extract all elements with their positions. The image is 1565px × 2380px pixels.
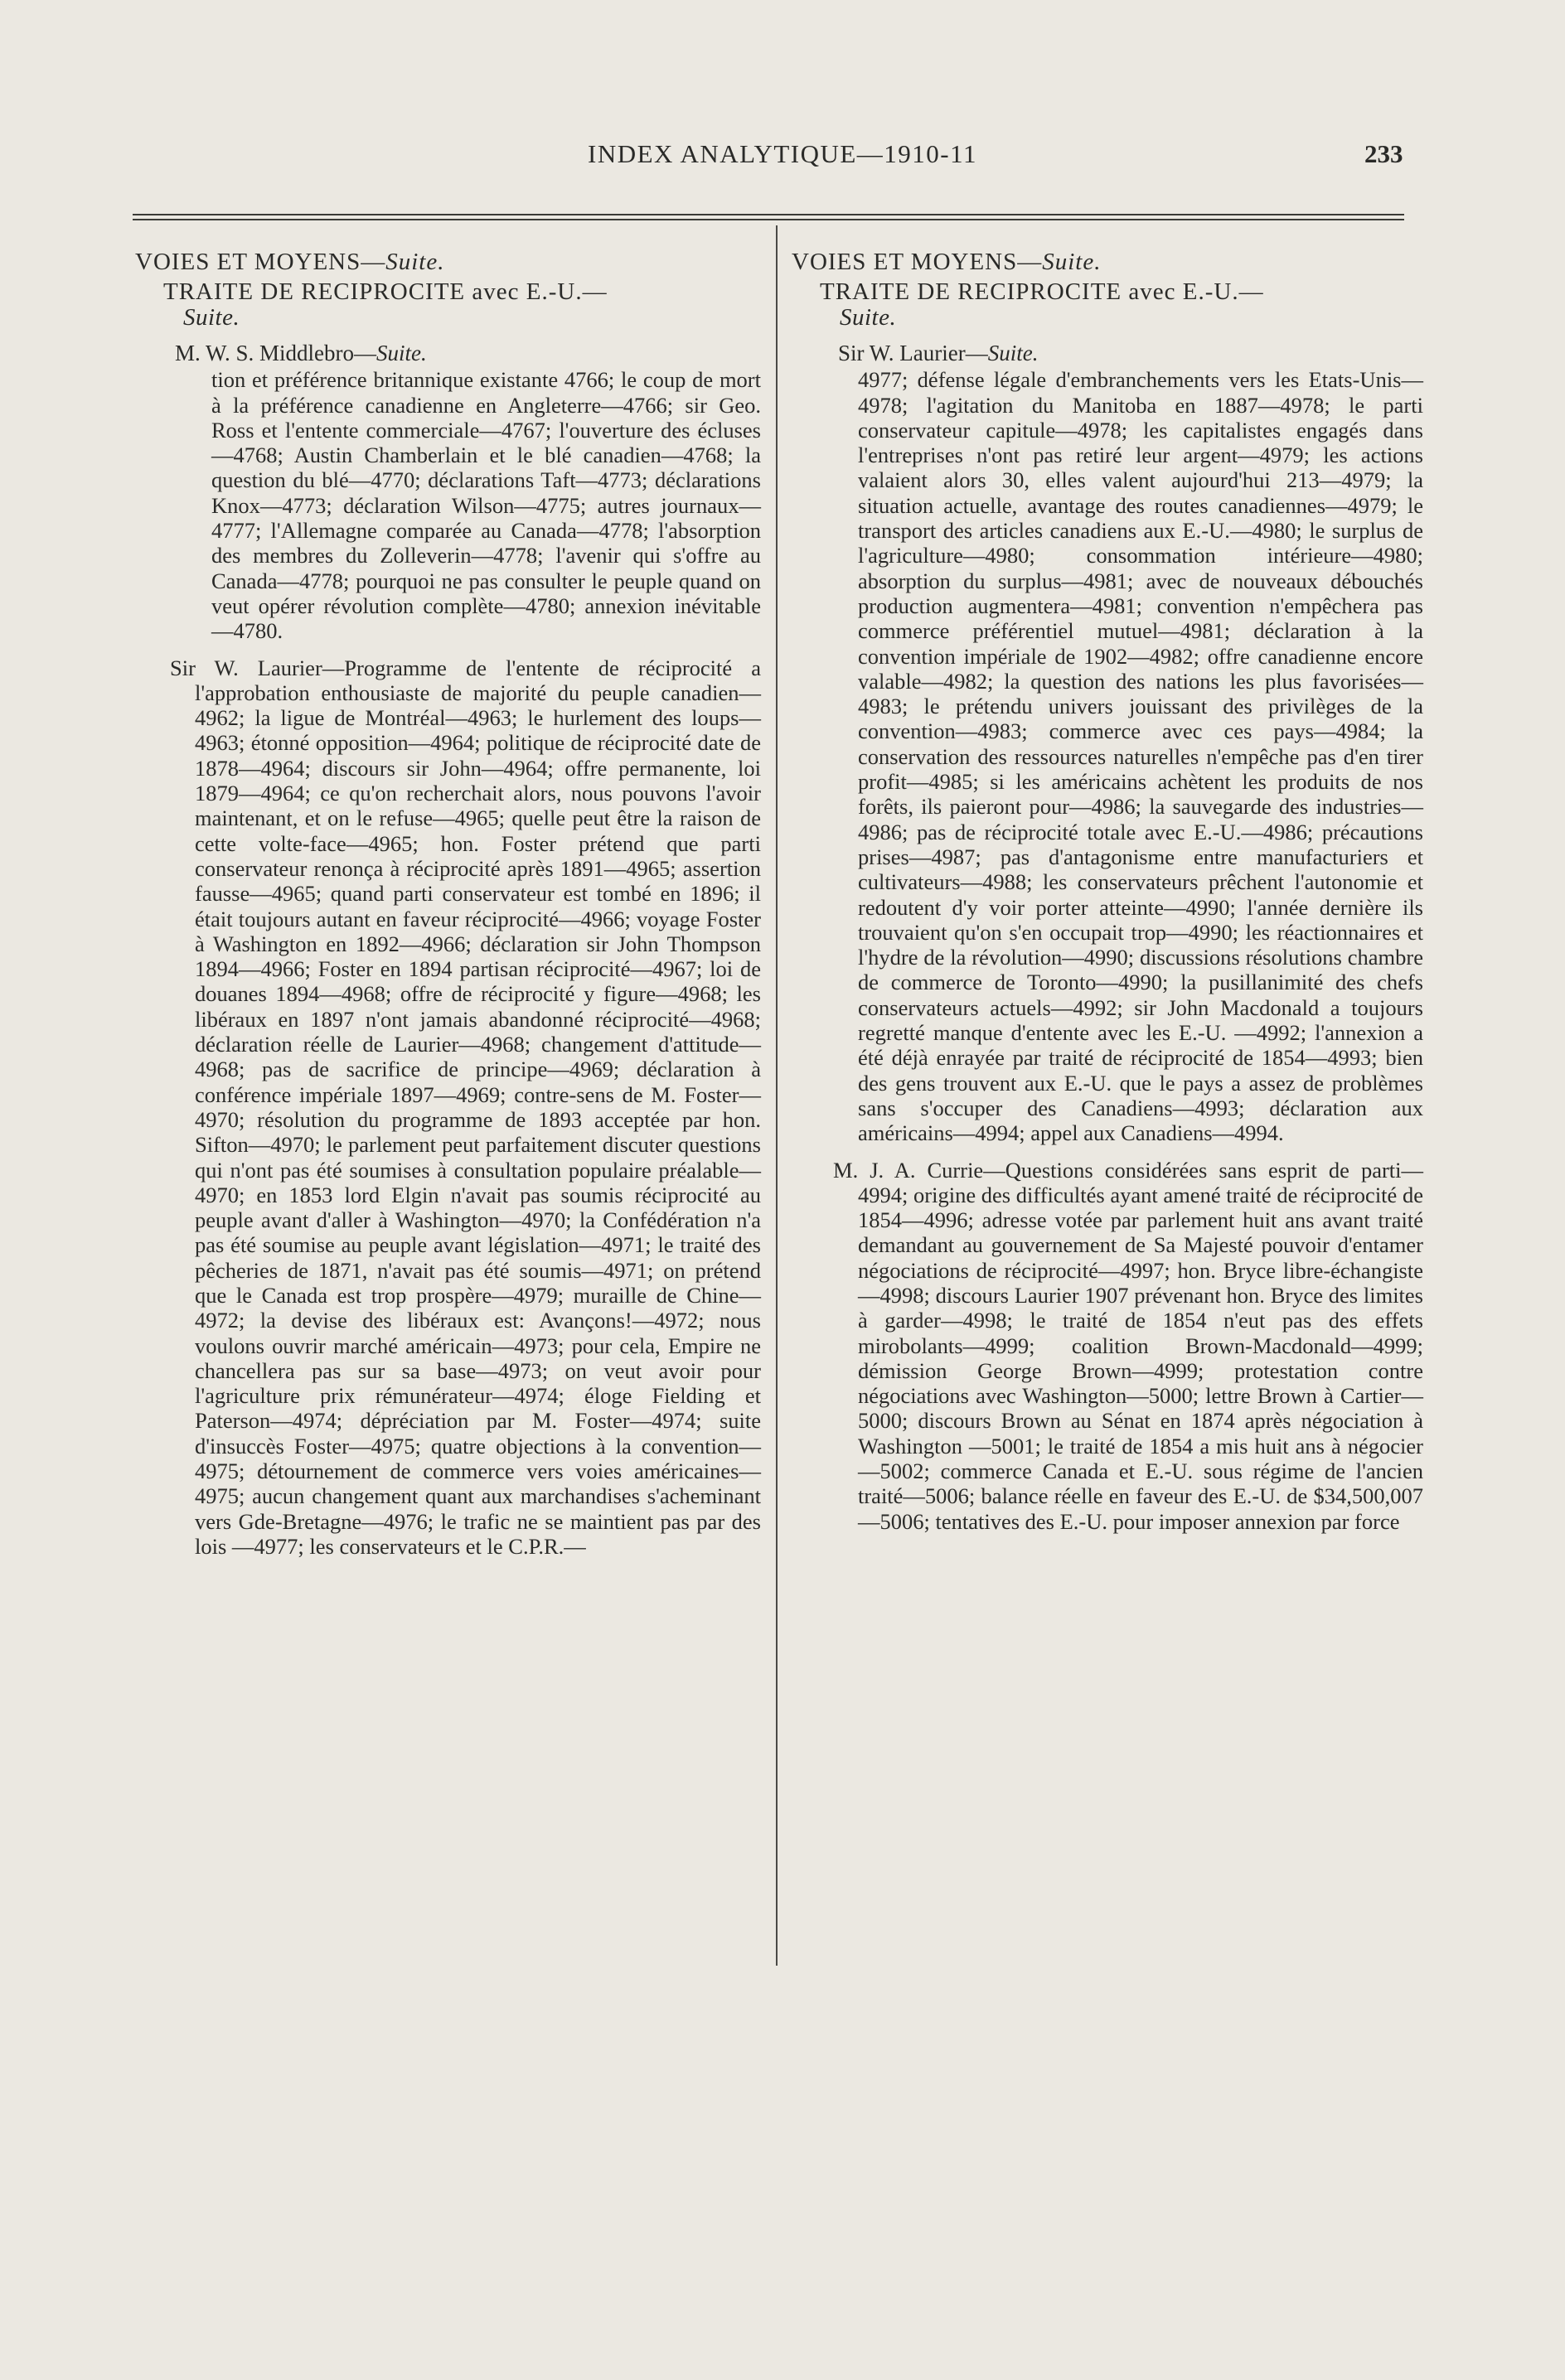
subsection-heading: TRAITE DE RECIPROCITE avec E.-U.— Suite.: [163, 278, 608, 331]
column-divider: [776, 225, 778, 1966]
index-entry-text: Questions considérées sans esprit de parti—4994; origine des difficultés ayant amené traité de réciprocité de 1854—4996; adresse votée par parlement huit ans avant traité demandant au gouvernement de Sa Majesté pouvoir d'entamer négociations de réciprocité—4997; hon. Bryce libre-échangiste —4998; discours Laurier 1907 prévenant hon. Bryce des limites à garder—4998; le traité de 1854 n'eut pas des effets mirobolants—4999; coalition Brown-Macdonald—4999; démission George Brown—4999; protestation contre négociations avec Washington—5000; lettre Brown à Cartier—5000; discours Brown au Sénat en 1874 après négociation à Washington —5001; le traité de 1854 a mis huit ans à négocier—5002; commerce Canada et E.-U. sous régime de l'ancien traité—5006; balance réelle en faveur des E.-U. de $34,500,007—5006; tentatives des E.-U. pour imposer annexion par force: [858, 1157, 1424, 1534]
speaker-heading: Sir W. Laurier—Suite.: [838, 341, 1039, 365]
page-number: 233: [1364, 139, 1403, 168]
speaker-name: M. J. A. Currie—: [833, 1157, 1005, 1183]
index-entry-text: tion et préférence britannique existante 4766; le coup de mort à la préférence canadienne en Angleterre—4766; sir Geo. Ross et l'entente commerciale—4767; l'ouverture des écluses—4768; Austin Chamberlain et le blé canadien—4768; la question du blé—4770; déclarations Taft—4773; déclarations Knox—4773; déclaration Wilson—4775; autres journaux—4777; l'Allemagne comparée au Canada—4778; l'absorption des membres du Zolleverin—4778; l'avenir qui s'offre au Canada—4778; pourquoi ne pas consulter le peuple quand on veut opérer révolution complète—4780; annexion inévitable—4780.: [211, 367, 761, 644]
index-entry: [135, 655, 761, 1560]
subsection-heading: TRAITE DE RECIPROCITE avec E.-U.— Suite.: [820, 278, 1264, 331]
running-head: [0, 139, 1565, 181]
section-heading: VOIES ET MOYENS—Suite.: [792, 249, 1102, 275]
speaker-heading: M. W. S. Middlebro—Suite.: [175, 341, 427, 365]
header-rule-bottom: [133, 219, 1404, 220]
running-title: INDEX ANALYTIQUE—1910-11: [588, 139, 977, 168]
speaker-name: Sir W. Laurier—: [170, 655, 345, 680]
header-rule-top: [133, 214, 1404, 215]
index-entry-text: Programme de l'entente de réciprocité a l'approbation enthousiaste de majorité du peuple canadien—4962; la ligue de Montréal—4963; le hurlement des loups—4963; étonné opposition—4964; politique de réciprocité date de 1878—4964; discours sir John—4964; offre permanente, loi 1879—4964; ce qu'on recherchait alors, nous pouvons l'avoir maintenant, et on le refuse—4965; quelle peut être la raison de cette volte-face—4965; hon. Foster prétend que parti conservateur renonça à réciprocité après 1891—4965; assertion fausse—4965; quand parti conservateur est tombé en 1896; il était toujours autant en faveur réciprocité—4966; voyage Foster à Washington en 1892—4966; déclaration sir John Thompson 1894—4966; Foster en 1894 partisan réciprocité—4967; loi de douanes 1894—4968; offre de réciprocité y figure—4968; les libéraux en 1897 n'ont jamais abandonné réciprocité—4968; déclaration réelle de Laurier—4968; changement d'attitude—4968; pas de sacrifice de principe—4969; déclaration à conférence impériale 1897—4969; contre-sens de M. Foster—4970; résolution du programme de 1893 acceptée par hon. Sifton—4970; le parlement peut parfaitement discuter questions qui n'ont pas été soumises à consultation populaire préalable—4970; en 1853 lord Elgin n'avait pas soumis réciprocité au peuple avant d'aller à Washington—4970; la Confédération n'a pas été soumise au peuple avant législation—4971; le traité des pêcheries de 1871, n'avait pas été soumis—4971; on prétend que le Canada est trop prospère—4979; muraille de Chine—4972; la devise des libéraux est: Avançons!—4972; nous voulons ouvrir marché américain—4973; pour cela, Empire ne chancellera pas sur sa base—4973; on veut avoir pour l'agriculture prix rémunérateur—4974; éloge Fielding et Paterson—4974; dépréciation par M. Foster—4974; suite d'insuccès Foster—4975; quatre objections à la convention—4975; détournement de commerce vers voies américaines—4975; aucun changement quant aux marchandises s'acheminant vers Gde-Bretagne—4976; le trafic ne se maintient pas par des lois —4977; les conservateurs et le C.P.R.—: [195, 655, 762, 1559]
left-column: [135, 249, 761, 1559]
index-entry-text: 4977; défense légale d'embranchements vers les Etats-Unis—4978; l'agitation du Manitoba en 1887—4978; le parti conservateur capitule—4978; les capitalistes engagés dans l'entreprises n'ont pas retiré leur argent—4979; les actions valaient alors 30, elles valent aujourd'hui 213—4979; la situation actuelle, avantage des routes canadiennes—4979; le transport des articles canadiens aux E.-U.—4980; le surplus de l'agriculture—4980; consommation intérieure—4980; absorption du surplus—4981; avec de nouveaux débouchés production augmentera—4981; convention n'empêchera pas commerce préférentiel mutuel—4981; déclaration à la convention impériale de 1902—4982; offre canadienne encore valable—4982; la question des nations les plus favorisées—4983; le prétendu univers jouissant des privilèges de la convention—4983; commerce avec ces pays—4984; la conservation des ressources naturelles n'empêche pas d'en tirer profit—4985; si les américains achètent les produits de nos forêts, ils paieront pour—4986; la sauvegarde des industries—4986; pas de réciprocité totale avec E.-U.—4986; précautions prises—4987; pas d'antagonisme entre manufacturiers et cultivateurs—4988; les conservateurs prêchent l'autonomie et redoutent d'y voir porter atteinte—4990; l'année dernière ils trouvaient qu'on s'en occupait trop—4990; les réactionnaires et l'hydre de la révolution—4990; discussions résolutions chambre de commerce de Toronto—4990; la pusillanimité des chefs conservateurs actuels—4992; sir John Macdonald a toujours regretté manque d'entente avec les E.-U. —4992; l'annexion a été déjà enrayée par traité de réciprocité de 1854—4993; bien des gens trouvent aux E.-U. que le pays a assez de problèmes sans s'occuper des Canadiens—4993; déclaration aux américains—4994; appel aux Canadiens—4994.: [858, 367, 1423, 1146]
right-column: [792, 249, 1423, 1534]
section-heading: VOIES ET MOYENS—Suite.: [135, 249, 445, 275]
index-entry: [792, 1158, 1423, 1534]
